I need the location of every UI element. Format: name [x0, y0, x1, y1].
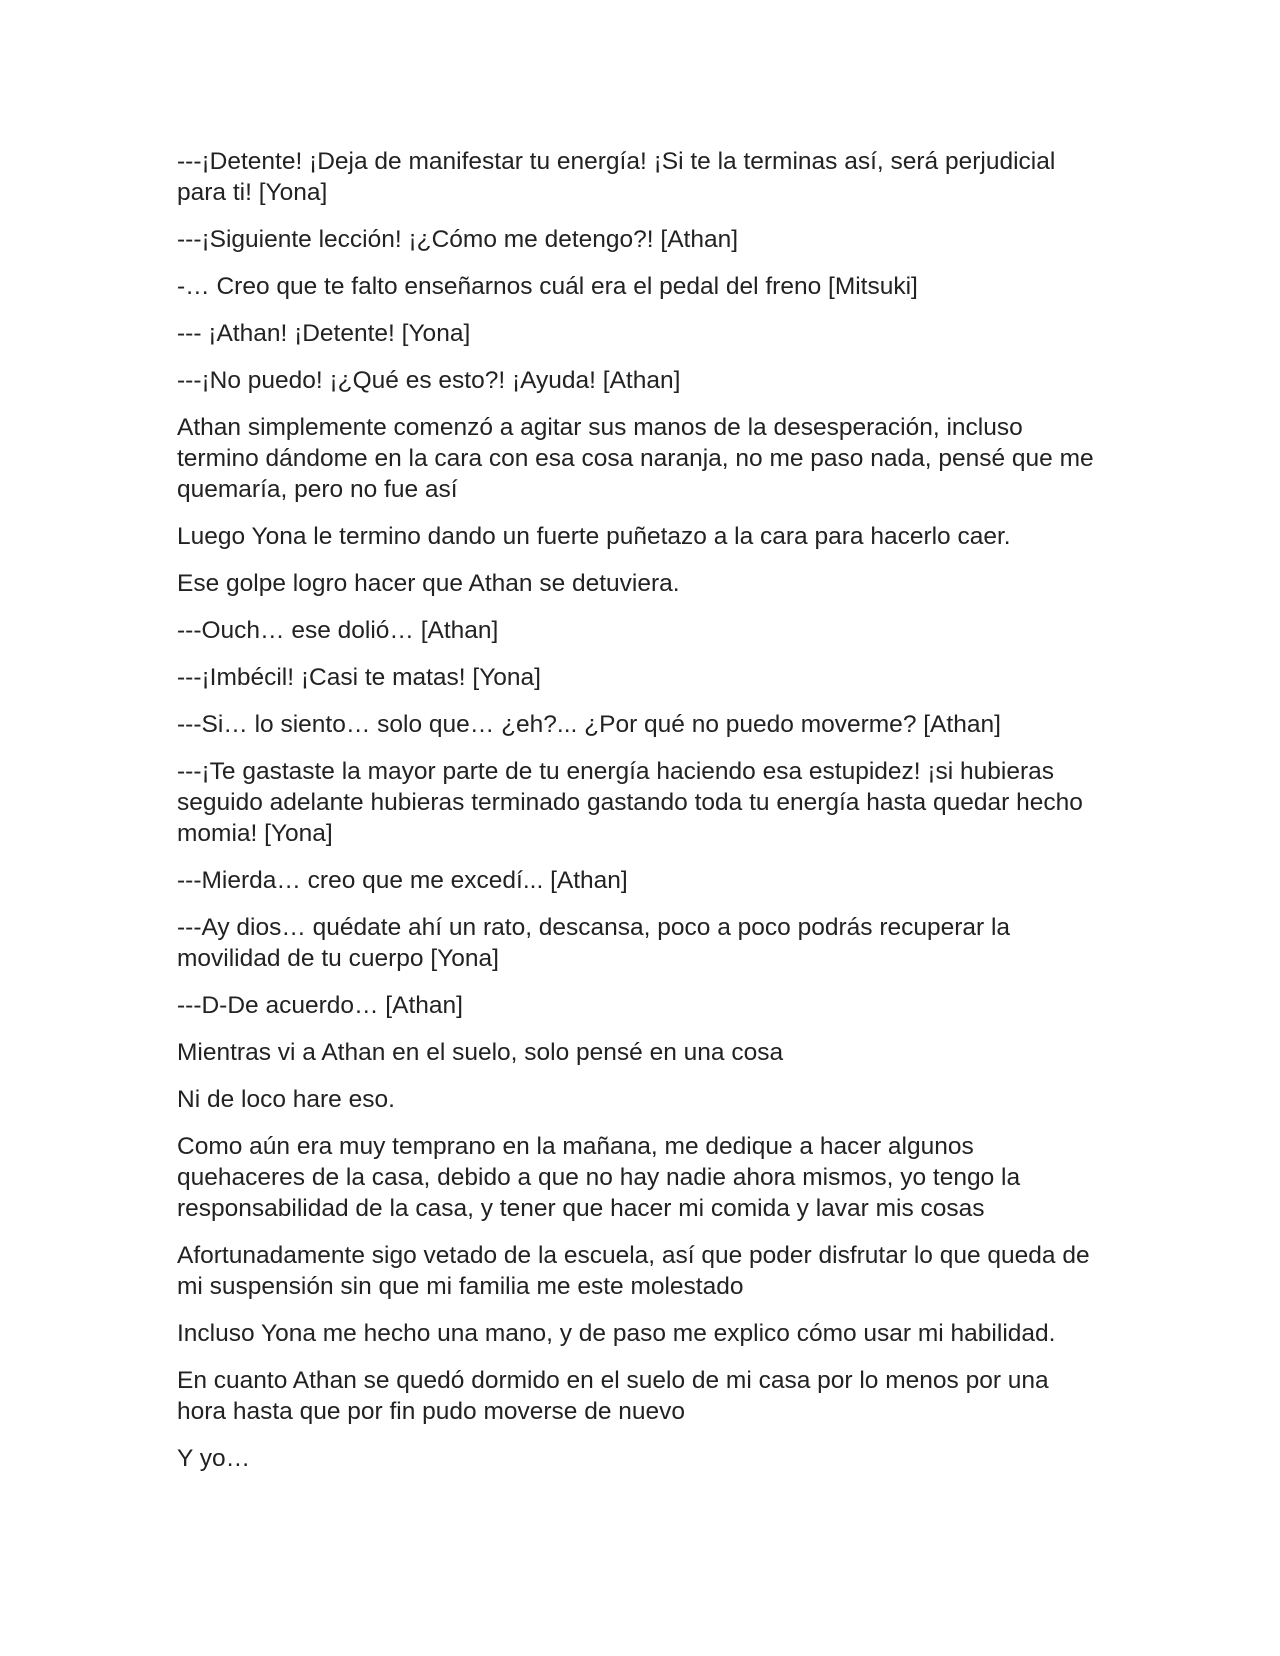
paragraph: ---D-De acuerdo… [Athan]: [177, 992, 463, 1019]
paragraph: Athan simplemente comenzó a agitar sus manos de la desesperación, incluso termino dándome en la cara con esa cosa naranja, no me paso nada, pensé que me quemaría, pero no fue así: [177, 414, 1101, 503]
paragraph: ---¡Imbécil! ¡Casi te matas! [Yona]: [177, 664, 541, 691]
paragraph: Luego Yona le termino dando un fuerte puñetazo a la cara para hacerlo caer.: [177, 523, 1011, 550]
paragraph: ---¡Te gastaste la mayor parte de tu energía haciendo esa estupidez! ¡si hubieras seguido adelante hubieras terminado gastando toda tu energía hasta quedar hecho momia! [Yona]: [177, 758, 1090, 847]
paragraph: En cuanto Athan se quedó dormido en el suelo de mi casa por lo menos por una hora hasta que por fin pudo moverse de nuevo: [177, 1367, 1056, 1425]
paragraph: Incluso Yona me hecho una mano, y de paso me explico cómo usar mi habilidad.: [177, 1320, 1056, 1347]
paragraph: ---Ay dios… quédate ahí un rato, descansa, poco a poco podrás recuperar la movilidad de tu cuerpo [Yona]: [177, 914, 1017, 972]
paragraph: -… Creo que te falto enseñarnos cuál era el pedal del freno [Mitsuki]: [177, 273, 918, 300]
paragraph: ---¡Detente! ¡Deja de manifestar tu energía! ¡Si te la terminas así, será perjudicial para ti! [Yona]: [177, 148, 1063, 206]
paragraph: Ni de loco hare eso.: [177, 1086, 395, 1113]
paragraph: ---Si… lo siento… solo que… ¿eh?... ¿Por qué no puedo moverme? [Athan]: [177, 711, 1001, 738]
paragraph: Y yo…: [177, 1445, 251, 1472]
paragraph: --- ¡Athan! ¡Detente! [Yona]: [177, 320, 471, 347]
paragraph: Ese golpe logro hacer que Athan se detuviera.: [177, 570, 680, 597]
paragraph: ---¡No puedo! ¡¿Qué es esto?! ¡Ayuda! [Athan]: [177, 367, 681, 394]
document-page: [177, 146, 1101, 1490]
paragraph: ---Mierda… creo que me excedí... [Athan]: [177, 867, 628, 894]
paragraph: Afortunadamente sigo vetado de la escuela, así que poder disfrutar lo que queda de mi suspensión sin que mi familia me este molestado: [177, 1242, 1097, 1300]
paragraph: ---Ouch… ese dolió… [Athan]: [177, 617, 499, 644]
paragraph: Como aún era muy temprano en la mañana, me dedique a hacer algunos quehaceres de la casa, debido a que no hay nadie ahora mismos, yo tengo la responsabilidad de la casa, y tener que hacer mi comida y lavar mis cosas: [177, 1133, 1027, 1222]
paragraph: ---¡Siguiente lección! ¡¿Cómo me detengo?! [Athan]: [177, 226, 739, 253]
paragraph: Mientras vi a Athan en el suelo, solo pensé en una cosa: [177, 1039, 784, 1066]
